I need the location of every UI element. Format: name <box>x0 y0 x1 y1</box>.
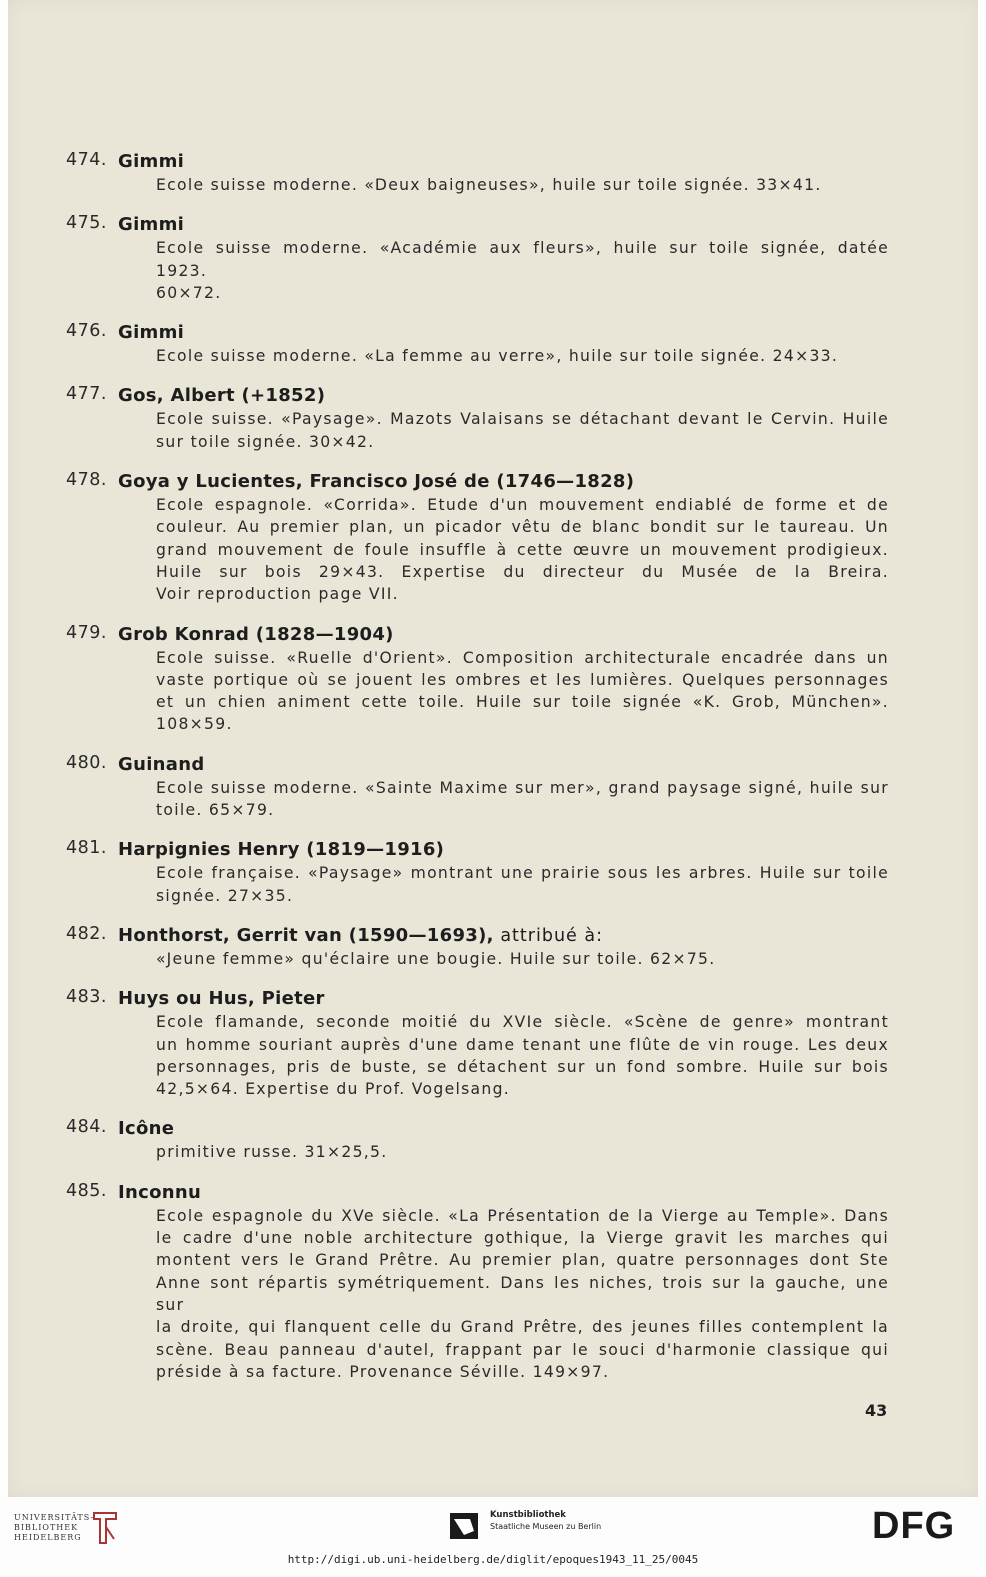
description-line: Ecole suisse moderne. «Académie aux fleurs», huile sur toile signée, datée 1923. <box>156 239 889 280</box>
entry-number: 483. <box>66 987 107 1008</box>
entry-description <box>156 1205 889 1383</box>
description-line: toile. 65×79. <box>156 801 275 820</box>
university-library-logo[interactable] <box>14 1513 94 1543</box>
artist-name: Goya y Lucientes, Francisco José de (1746—1828) <box>118 471 635 493</box>
entry-number: 477. <box>66 384 107 405</box>
entry-description <box>156 1141 889 1163</box>
description-line: Ecole flamande, seconde moitié du XVIe siècle. «Scène de genre» montrant <box>156 1013 889 1032</box>
entry-artist <box>118 753 978 777</box>
page-number: 43 <box>865 1401 888 1420</box>
catalogue-entry <box>8 150 978 196</box>
entry-artist <box>118 470 978 494</box>
catalogue-entry <box>8 623 978 736</box>
description-line: le cadre d'une noble architecture gothique, la Vierge gravit les marches qui <box>156 1229 889 1248</box>
artist-name: Guinand <box>118 753 205 775</box>
description-line: Ecole espagnole du XVe siècle. «La Présentation de la Vierge au Temple». Dans <box>156 1206 889 1225</box>
description-line: vaste portique où se jouent les ombres et les lumières. Quelques personnages <box>156 670 889 689</box>
description-line: 108×59. <box>156 715 233 734</box>
description-line: montent vers le Grand Prêtre. Au premier plan, quatre personnages dont Ste <box>156 1251 889 1270</box>
entry-description <box>156 408 889 453</box>
artist-name: Huys ou Hus, Pieter <box>118 988 325 1010</box>
artist-name: Gos, Albert (+1852) <box>118 385 326 407</box>
description-line: la droite, qui flanquent celle du Grand Prêtre, des jeunes filles contemplent la <box>156 1318 889 1337</box>
entry-artist <box>118 1181 978 1205</box>
artist-name: Inconnu <box>118 1181 202 1203</box>
entry-artist <box>118 838 978 862</box>
permalink-url[interactable]: http://digi.ub.uni-heidelberg.de/diglit/epoques1943_11_25/0045 <box>287 1553 699 1566</box>
description-line: «Jeune femme» qu'éclaire une bougie. Huile sur toile. 62×75. <box>156 949 716 968</box>
description-line: couleur. Au premier plan, un picador vêtu de blanc bondit sur le taureau. Un <box>156 518 889 537</box>
entry-description <box>156 174 889 196</box>
kb-subtitle: Staatliche Museen zu Berlin <box>490 1522 602 1531</box>
entry-artist <box>118 623 978 647</box>
description-line: scène. Beau panneau d'autel, frappant par le souci d'harmonie classique qui <box>156 1340 889 1359</box>
description-line: Ecole suisse moderne. «La femme au verre», huile sur toile signée. 24×33. <box>156 347 839 366</box>
description-line: Ecole suisse moderne. «Deux baigneuses», huile sur toile signée. 33×41. <box>156 176 822 194</box>
description-line: 60×72. <box>156 283 222 302</box>
university-line-3: HEIDELBERG <box>14 1533 82 1542</box>
entry-artist <box>118 213 978 237</box>
entry-description <box>156 345 889 367</box>
entry-artist <box>118 1117 978 1141</box>
artist-name: Gimmi <box>118 214 185 236</box>
entry-artist <box>118 384 978 408</box>
description-line: signée. 27×35. <box>156 886 294 905</box>
catalogue-entry <box>8 924 978 970</box>
artist-name: Gimmi <box>118 322 185 344</box>
catalogue-entry <box>8 213 978 304</box>
description-line: 42,5×64. Expertise du Prof. Vogelsang. <box>156 1080 511 1099</box>
artist-attribution: attribué à: <box>493 925 603 946</box>
entry-artist <box>118 987 978 1011</box>
artist-name: Harpignies Henry (1819—1916) <box>118 839 445 861</box>
entry-artist <box>118 924 978 948</box>
scanned-page <box>8 0 978 1497</box>
description-line: préside à sa facture. Provenance Séville. 149×97. <box>156 1362 610 1381</box>
entry-artist <box>118 150 978 174</box>
description-line: sur toile signée. 30×42. <box>156 432 375 451</box>
catalogue-entry <box>8 1117 978 1163</box>
description-line: Voir reproduction page VII. <box>156 585 399 604</box>
catalogue-entries <box>8 150 978 1400</box>
entry-number: 484. <box>66 1117 107 1138</box>
entry-number: 479. <box>66 622 107 643</box>
viewer-footer <box>0 1497 986 1577</box>
entry-description <box>156 237 889 304</box>
description-line: Anne sont répartis symétriquement. Dans les niches, trois sur la gauche, une sur <box>156 1273 889 1314</box>
entry-description <box>156 1011 889 1100</box>
catalogue-entry <box>8 1181 978 1383</box>
catalogue-entry <box>8 838 978 907</box>
entry-number: 476. <box>66 321 107 342</box>
catalogue-entry <box>8 321 978 367</box>
description-line: primitive russe. 31×25,5. <box>156 1143 388 1162</box>
entry-number: 475. <box>66 213 107 234</box>
description-line: Ecole française. «Paysage» montrant une prairie sous les arbres. Huile sur toile <box>156 864 889 883</box>
entry-description <box>156 862 889 907</box>
entry-artist <box>118 321 978 345</box>
entry-description <box>156 647 889 736</box>
artist-name: Honthorst, Gerrit van (1590—1693), <box>118 924 494 946</box>
entry-description <box>156 777 889 822</box>
description-line: et un chien animent cette toile. Huile sur toile signée «K. Grob, München». <box>156 693 889 712</box>
description-line: Huile sur bois 29×43. Expertise du directeur du Musée de la Breira. <box>156 562 889 581</box>
kunstbibliothek-logo-icon <box>450 1511 482 1541</box>
catalogue-entry <box>8 987 978 1100</box>
description-line: grand mouvement de foule insuffle à cette œuvre un mouvement prodigieux. <box>156 540 889 559</box>
entry-number: 474. <box>66 150 107 170</box>
catalogue-entry <box>8 470 978 605</box>
entry-number: 480. <box>66 752 107 773</box>
kunstbibliothek-label[interactable] <box>490 1509 601 1533</box>
description-line: Ecole suisse moderne. «Sainte Maxime sur mer», grand paysage signé, huile sur <box>156 778 889 797</box>
university-crest-icon <box>90 1509 120 1547</box>
catalogue-entry <box>8 384 978 453</box>
university-line-2: BIBLIOTHEK <box>14 1523 79 1532</box>
artist-name: Icône <box>118 1118 175 1140</box>
university-line-1: UNIVERSITÄTS- <box>14 1513 95 1522</box>
description-line: un homme souriant auprès d'une dame tenant une flûte de vin rouge. Les deux <box>156 1035 889 1054</box>
entry-number: 481. <box>66 838 107 859</box>
artist-name: Grob Konrad (1828—1904) <box>118 623 394 645</box>
description-line: Ecole suisse. «Paysage». Mazots Valaisans se détachant devant le Cervin. Huile <box>156 410 889 429</box>
entry-number: 478. <box>66 470 107 491</box>
entry-description <box>156 948 889 970</box>
catalogue-entry <box>8 753 978 822</box>
description-line: personnages, pris de buste, se détachent sur un fond sombre. Huile sur bois <box>156 1057 889 1076</box>
kb-title: Kunstbibliothek <box>490 1510 566 1520</box>
artist-name: Gimmi <box>118 151 185 172</box>
description-line: Ecole suisse. «Ruelle d'Orient». Composition architecturale encadrée dans un <box>156 648 889 667</box>
entry-description <box>156 494 889 605</box>
description-line: Ecole espagnole. «Corrida». Etude d'un mouvement endiablé de forme et de <box>156 496 889 515</box>
entry-number: 485. <box>66 1180 107 1201</box>
entry-number: 482. <box>66 923 107 944</box>
dfg-logo[interactable]: DFG <box>872 1505 956 1547</box>
